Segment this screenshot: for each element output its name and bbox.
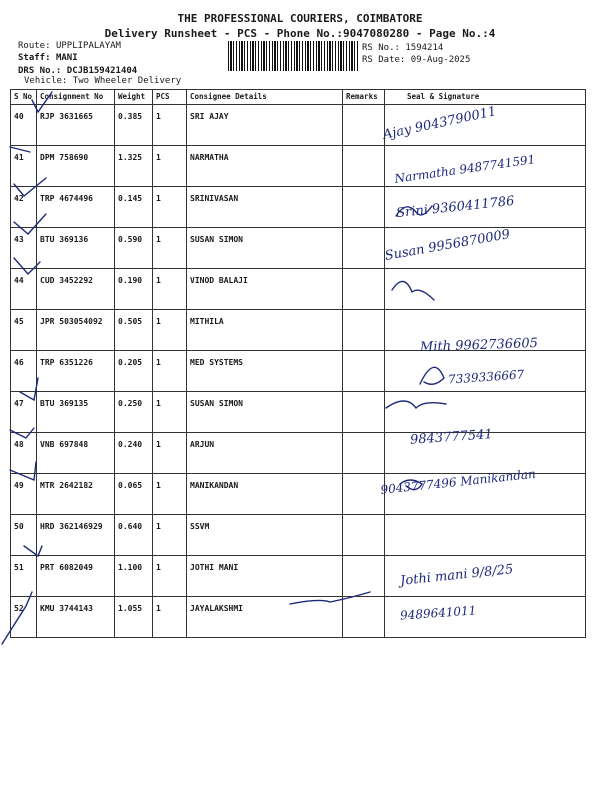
signature-51: Jothi mani 9/8/25 (399, 562, 514, 589)
cell-sno: 50 (11, 515, 37, 556)
signature-42: Srini 9360411786 (395, 193, 516, 222)
cell-pcs: 1 (153, 433, 187, 474)
cell-consignee: ARJUN (187, 433, 343, 474)
signature-45: Mith 9962736605 (419, 335, 539, 356)
drs-label: DRS No.: (18, 66, 62, 76)
cell-consignee: NARMATHA (187, 146, 343, 187)
tick-mark (2, 592, 32, 644)
cell-weight: 0.590 (115, 228, 153, 269)
cell-weight: 0.190 (115, 269, 153, 310)
col-signature: Seal & Signature (385, 90, 586, 105)
signature-scribble (290, 592, 370, 604)
rs-date-value: 09-Aug-2025 (410, 55, 471, 65)
tick-mark (24, 546, 42, 556)
cell-consignment: CUD 3452292 (37, 269, 115, 310)
cell-consignment: KMU 3744143 (37, 597, 115, 638)
col-consignee: Consignee Details (187, 90, 343, 105)
cell-sno: 46 (11, 351, 37, 392)
cell-pcs: 1 (153, 228, 187, 269)
cell-sno: 44 (11, 269, 37, 310)
cell-pcs: 1 (153, 392, 187, 433)
col-consignment: Consignment No (37, 90, 115, 105)
cell-weight: 0.250 (115, 392, 153, 433)
cell-pcs: 1 (153, 515, 187, 556)
drs-value: DCJB159421404 (66, 66, 138, 76)
cell-pcs: 1 (153, 269, 187, 310)
signature-46: 7339336667 (447, 367, 525, 387)
company-title: THE PROFESSIONAL COURIERS, COIMBATORE (177, 12, 423, 25)
cell-consignment: JPR 503054092 (37, 310, 115, 351)
cell-pcs: 1 (153, 310, 187, 351)
cell-consignment: BTU 369135 (37, 392, 115, 433)
rs-no-value: 1594214 (405, 43, 444, 53)
cell-consignment: DPM 758690 (37, 146, 115, 187)
signature-scribble (396, 206, 432, 216)
tick-mark (14, 214, 46, 234)
vehicle-label: Vehicle: (24, 76, 68, 86)
col-remarks: Remarks (343, 90, 385, 105)
tick-mark (32, 92, 52, 112)
cell-consignment: TRP 4674496 (37, 187, 115, 228)
cell-sno: 49 (11, 474, 37, 515)
tick-mark (10, 428, 34, 438)
cell-sno: 47 (11, 392, 37, 433)
cell-consignee: MANIKANDAN (187, 474, 343, 515)
cell-weight: 0.505 (115, 310, 153, 351)
cell-weight: 1.100 (115, 556, 153, 597)
col-weight: Weight (115, 90, 153, 105)
cell-sno: 51 (11, 556, 37, 597)
signature-40: Ajay 9043790011 (381, 104, 498, 143)
cell-sno: 48 (11, 433, 37, 474)
cell-consignee: SRINIVASAN (187, 187, 343, 228)
signature-scribble (392, 281, 434, 300)
cell-pcs: 1 (153, 105, 187, 146)
cell-pcs: 1 (153, 351, 187, 392)
rs-date-label: RS Date: (362, 55, 406, 65)
cell-consignment: VNB 697848 (37, 433, 115, 474)
cell-sno: 43 (11, 228, 37, 269)
cell-consignee: SUSAN SIMON (187, 228, 343, 269)
signature-48: 9843777541 (409, 427, 494, 448)
signature-scribble (386, 401, 446, 408)
cell-sno: 40 (11, 105, 37, 146)
tick-mark (10, 462, 36, 480)
cell-consignee: JAYALAKSHMI (187, 597, 343, 638)
cell-consignment: BTU 369136 (37, 228, 115, 269)
route-value: UPPLIPALAYAM (55, 41, 121, 51)
cell-consignment: TRP 6351226 (37, 351, 115, 392)
cell-weight: 0.240 (115, 433, 153, 474)
signature-49: 9043777496 Manikandan (379, 466, 537, 497)
signature-41: Narmatha 9487741591 (393, 152, 537, 186)
cell-consignee: MITHILA (187, 310, 343, 351)
cell-pcs: 1 (153, 146, 187, 187)
cell-consignment: HRD 362146929 (37, 515, 115, 556)
route-label: Route: (18, 41, 51, 51)
cell-sno: 42 (11, 187, 37, 228)
cell-pcs: 1 (153, 187, 187, 228)
tick-mark (14, 258, 40, 274)
tick-mark (10, 147, 30, 152)
signature-43: Susan 9956870009 (383, 227, 512, 264)
cell-weight: 0.640 (115, 515, 153, 556)
cell-consignee: SRI AJAY (187, 105, 343, 146)
cell-sno: 52 (11, 597, 37, 638)
cell-sno: 41 (11, 146, 37, 187)
rs-no-label: RS No.: (362, 43, 400, 53)
col-pcs: PCS (153, 90, 187, 105)
cell-consignment: MTR 2642182 (37, 474, 115, 515)
cell-consignee: MED SYSTEMS (187, 351, 343, 392)
cell-pcs: 1 (153, 474, 187, 515)
cell-consignee: SSVM (187, 515, 343, 556)
cell-consignment: RJP 3631665 (37, 105, 115, 146)
cell-consignment: PRT 6082049 (37, 556, 115, 597)
vehicle-value: Two Wheeler Delivery (72, 76, 182, 86)
cell-weight: 0.205 (115, 351, 153, 392)
cell-consignee: JOTHI MANI (187, 556, 343, 597)
col-sno: S No (11, 90, 37, 105)
staff-label: Staff: (18, 53, 51, 63)
cell-weight: 1.055 (115, 597, 153, 638)
signature-scribble (400, 480, 422, 490)
cell-sno: 45 (11, 310, 37, 351)
cell-pcs: 1 (153, 556, 187, 597)
cell-consignee: SUSAN SIMON (187, 392, 343, 433)
signature-52: 9489641011 (399, 603, 477, 623)
cell-weight: 0.385 (115, 105, 153, 146)
staff-value: MANI (55, 53, 78, 63)
cell-weight: 0.065 (115, 474, 153, 515)
signature-scribble (420, 367, 444, 384)
tick-mark (20, 378, 38, 400)
cell-weight: 1.325 (115, 146, 153, 187)
cell-consignee: VINOD BALAJI (187, 269, 343, 310)
cell-pcs: 1 (153, 597, 187, 638)
runsheet-subtitle: Delivery Runsheet - PCS - Phone No.:9047080280 - Page No.:4 (104, 27, 496, 40)
tick-mark (14, 178, 46, 196)
cell-weight: 0.145 (115, 187, 153, 228)
